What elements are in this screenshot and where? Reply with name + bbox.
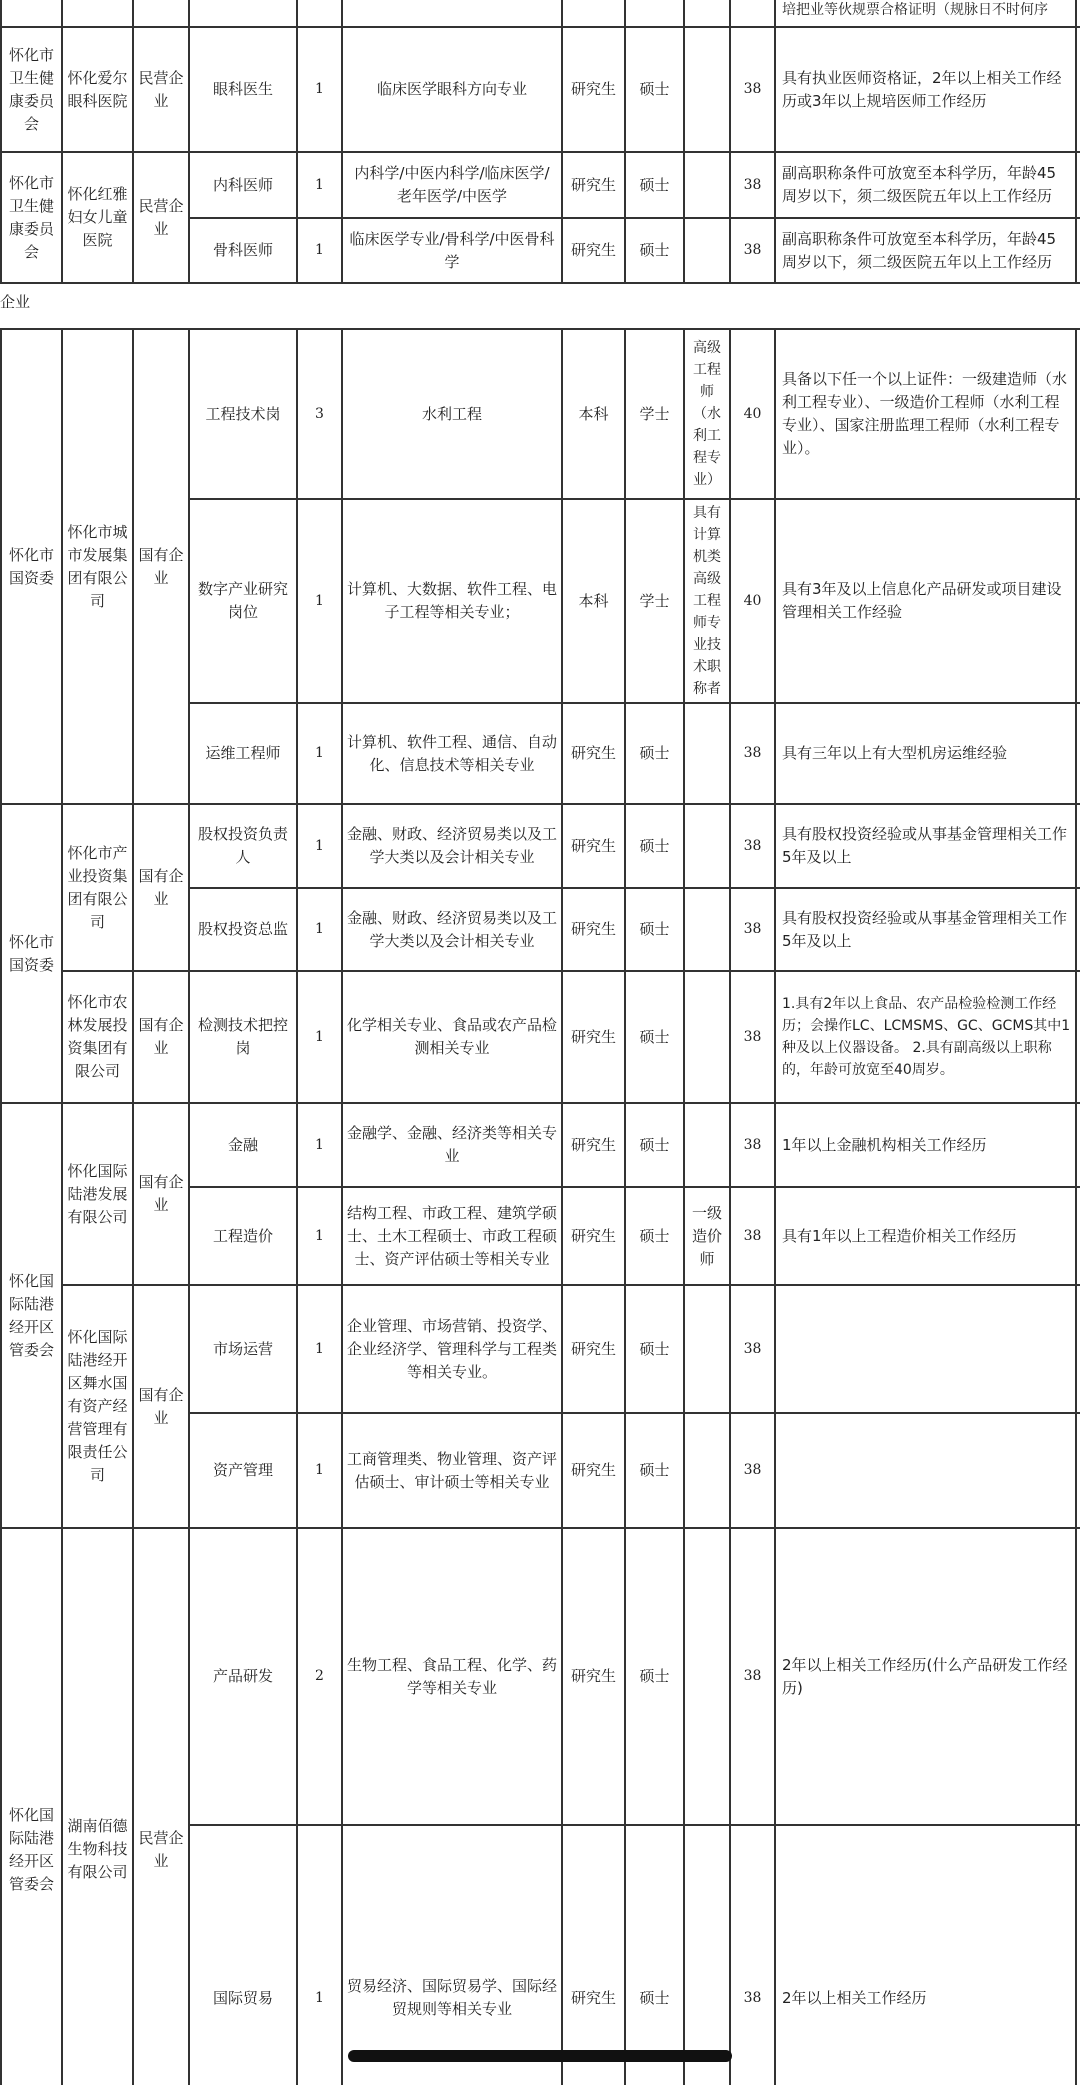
degree-cell: 硕士 (625, 1103, 684, 1187)
major-cell: 生物工程、食品工程、化学、药学等相关专业 (342, 1528, 562, 1825)
education-cell: 研究生 (562, 1825, 625, 2085)
age-cell: 38 (730, 703, 775, 804)
title-cell: 一级造价师 (684, 1187, 730, 1285)
major-cell: 金融、财政、经济贸易类以及工学大类以及会计相关专业 (342, 888, 562, 971)
position-cell: 资产管理 (189, 1413, 297, 1528)
degree-cell: 硕士 (625, 1825, 684, 2085)
age-cell: 38 (730, 1103, 775, 1187)
employer-cell: 怀化红雅妇女儿童医院 (62, 152, 133, 283)
degree-cell: 硕士 (625, 152, 684, 218)
major-cell: 化学相关专业、食品或农产品检测相关专业 (342, 971, 562, 1103)
education-cell: 研究生 (562, 703, 625, 804)
requirement-cell: 具有股权投资经验或从事基金管理相关工作5年及以上 (775, 888, 1076, 971)
title-cell (684, 1103, 730, 1187)
major-cell: 计算机、大数据、软件工程、电子工程等相关专业； (342, 499, 562, 703)
department-cell: 怀化国际陆港经开区管委会 (1, 1103, 62, 1528)
degree-cell: 硕士 (625, 703, 684, 804)
ownership-cell: 民营企业 (133, 1528, 189, 2085)
education-cell: 研究生 (562, 152, 625, 218)
table-row (1, 971, 1080, 1103)
degree-cell: 硕士 (625, 804, 684, 888)
headcount-cell: 1 (297, 1285, 342, 1413)
title-cell (684, 218, 730, 283)
employer-cell: 怀化市城市发展集团有限公司 (62, 329, 133, 804)
headcount-cell: 1 (297, 1187, 342, 1285)
headcount-cell: 3 (297, 329, 342, 499)
age-cell: 38 (730, 1285, 775, 1413)
age-cell: 38 (730, 804, 775, 888)
department-cell: 怀化市卫生健康委员会 (1, 152, 62, 283)
title-cell (684, 1285, 730, 1413)
age-cell: 38 (730, 1528, 775, 1825)
headcount-cell: 2 (297, 1528, 342, 1825)
ownership-cell: 国有企业 (133, 1285, 189, 1528)
position-cell: 股权投资总监 (189, 888, 297, 971)
major-cell: 计算机、软件工程、通信、自动化、信息技术等相关专业 (342, 703, 562, 804)
ownership-cell: 国有企业 (133, 1103, 189, 1285)
position-cell: 检测技术把控岗 (189, 971, 297, 1103)
title-cell: 具有计算机类高级工程师专业技术职称者 (684, 499, 730, 703)
table-row (1, 152, 1080, 218)
major-cell: 企业管理、市场营销、投资学、企业经济学、管理科学与工程类等相关专业。 (342, 1285, 562, 1413)
degree-cell: 硕士 (625, 1528, 684, 1825)
position-cell: 市场运营 (189, 1285, 297, 1413)
ownership-cell: 民营企业 (133, 152, 189, 283)
title-cell (684, 888, 730, 971)
education-cell: 研究生 (562, 1103, 625, 1187)
employer-cell: 怀化爱尔眼科医院 (62, 27, 133, 152)
requirement-cell: 具有股权投资经验或从事基金管理相关工作5年及以上 (775, 804, 1076, 888)
employer-cell: 怀化市产业投资集团有限公司 (62, 804, 133, 971)
title-cell (684, 804, 730, 888)
degree-cell: 硕士 (625, 1285, 684, 1413)
department-cell: 怀化市卫生健康委员会 (1, 27, 62, 152)
position-cell: 骨科医师 (189, 218, 297, 283)
ownership-cell: 国有企业 (133, 971, 189, 1103)
requirement-cell: 具有1年以上工程造价相关工作经历 (775, 1187, 1076, 1285)
age-cell: 40 (730, 329, 775, 499)
age-cell: 40 (730, 499, 775, 703)
degree-cell: 硕士 (625, 218, 684, 283)
age-cell: 38 (730, 971, 775, 1103)
education-cell: 研究生 (562, 218, 625, 283)
age-cell: 38 (730, 1187, 775, 1285)
table-row (1, 0, 1080, 27)
major-cell: 水利工程 (342, 329, 562, 499)
health-commission-table (0, 0, 1080, 284)
education-cell: 研究生 (562, 804, 625, 888)
requirement-cell: 1年以上金融机构相关工作经历 (775, 1103, 1076, 1187)
major-cell: 金融、财政、经济贸易类以及工学大类以及会计相关专业 (342, 804, 562, 888)
requirement-cell: 具有执业医师资格证，2年以上相关工作经历或3年以上规培医师工作经历 (775, 27, 1076, 152)
education-cell: 研究生 (562, 1285, 625, 1413)
table-row (1, 804, 1080, 888)
major-cell: 金融学、金融、经济类等相关专业 (342, 1103, 562, 1187)
age-cell: 38 (730, 218, 775, 283)
education-cell: 研究生 (562, 27, 625, 152)
age-cell: 38 (730, 1825, 775, 2085)
title-cell: 高级工程师（水利工程专业） (684, 329, 730, 499)
home-indicator[interactable] (348, 2050, 732, 2062)
position-cell: 股权投资负责人 (189, 804, 297, 888)
age-cell: 38 (730, 888, 775, 971)
major-cell: 内科学/中医内科学/临床医学/老年医学/中医学 (342, 152, 562, 218)
title-cell (684, 1413, 730, 1528)
degree-cell: 硕士 (625, 971, 684, 1103)
education-cell: 本科 (562, 329, 625, 499)
education-cell: 研究生 (562, 1187, 625, 1285)
position-cell: 金融 (189, 1103, 297, 1187)
ownership-cell: 国有企业 (133, 329, 189, 804)
education-cell: 研究生 (562, 888, 625, 971)
requirement-cell: 2年以上相关工作经历 (775, 1825, 1076, 2085)
age-cell: 38 (730, 27, 775, 152)
table-row (1, 1103, 1080, 1187)
title-cell (684, 971, 730, 1103)
education-cell: 研究生 (562, 1413, 625, 1528)
position-cell: 国际贸易 (189, 1825, 297, 2085)
headcount-cell: 1 (297, 1825, 342, 2085)
education-cell: 研究生 (562, 971, 625, 1103)
headcount-cell: 1 (297, 703, 342, 804)
degree-cell: 硕士 (625, 1187, 684, 1285)
department-cell: 怀化市国资委 (1, 329, 62, 804)
degree-cell: 硕士 (625, 27, 684, 152)
education-cell: 本科 (562, 499, 625, 703)
degree-cell: 硕士 (625, 888, 684, 971)
age-cell: 38 (730, 152, 775, 218)
requirement-cell: 副高职称条件可放宽至本科学历，年龄45周岁以下，须二级医院五年以上工作经历 (775, 152, 1076, 218)
requirement-cell: 具有3年及以上信息化产品研发或项目建设管理相关工作经验 (775, 499, 1076, 703)
requirement-cell: 培把业等伙规票合格证明（规脉日不时何序 (775, 0, 1076, 27)
employer-cell: 怀化国际陆港发展有限公司 (62, 1103, 133, 1285)
requirement-cell: 副高职称条件可放宽至本科学历，年龄45周岁以下，须二级医院五年以上工作经历 (775, 218, 1076, 283)
table-row (1, 1285, 1080, 1413)
department-cell: 怀化国际陆港经开区管委会 (1, 1528, 62, 2085)
major-cell: 贸易经济、国际贸易学、国际经贸规则等相关专业 (342, 1825, 562, 2085)
degree-cell: 学士 (625, 329, 684, 499)
position-cell: 眼科医生 (189, 27, 297, 152)
employer-cell: 怀化市农林发展投资集团有限公司 (62, 971, 133, 1103)
headcount-cell: 1 (297, 1413, 342, 1528)
title-cell (684, 1528, 730, 1825)
headcount-cell: 1 (297, 218, 342, 283)
position-cell: 工程技术岗 (189, 329, 297, 499)
degree-cell: 硕士 (625, 1413, 684, 1528)
ownership-cell: 国有企业 (133, 804, 189, 971)
headcount-cell: 1 (297, 152, 342, 218)
position-cell: 产品研发 (189, 1528, 297, 1825)
title-cell (684, 27, 730, 152)
position-cell: 运维工程师 (189, 703, 297, 804)
education-cell: 研究生 (562, 1528, 625, 1825)
employer-cell: 湖南佰德生物科技有限公司 (62, 1528, 133, 2085)
title-cell (684, 703, 730, 804)
major-cell: 临床医学眼科方向专业 (342, 27, 562, 152)
degree-cell: 学士 (625, 499, 684, 703)
table-row (1, 27, 1080, 152)
department-cell: 怀化市国资委 (1, 804, 62, 1103)
table-row (1, 1528, 1080, 1825)
position-cell: 内科医师 (189, 152, 297, 218)
requirement-cell: 1.具有2年以上食品、农产品检验检测工作经历；会操作LC、LCMSMS、GC、GCMS其中1种及以上仪器设备。 2.具有副高级以上职称的，年龄可放宽至40周岁。 (775, 971, 1076, 1103)
employer-cell: 怀化国际陆港经开区舞水国有资产经营管理有限责任公司 (62, 1285, 133, 1528)
requirement-cell: 具有三年以上有大型机房运维经验 (775, 703, 1076, 804)
position-cell: 数字产业研究岗位 (189, 499, 297, 703)
requirement-cell (775, 1285, 1076, 1413)
headcount-cell: 1 (297, 888, 342, 971)
title-cell (684, 1825, 730, 2085)
headcount-cell: 1 (297, 1103, 342, 1187)
section-heading: 企业 (0, 293, 31, 311)
headcount-cell: 1 (297, 499, 342, 703)
requirement-cell: 2年以上相关工作经历(什么产品研发工作经历) (775, 1528, 1076, 1825)
requirement-cell: 具备以下任一个以上证件：一级建造师（水利工程专业）、一级造价工程师（水利工程专业）、国家注册监理工程师（水利工程专业）。 (775, 329, 1076, 499)
headcount-cell: 1 (297, 971, 342, 1103)
table-row (1, 329, 1080, 499)
requirement-cell (775, 1413, 1076, 1528)
major-cell: 工商管理类、物业管理、资产评估硕士、审计硕士等相关专业 (342, 1413, 562, 1528)
enterprise-positions-table (0, 328, 1080, 2085)
ownership-cell: 民营企业 (133, 27, 189, 152)
major-cell: 临床医学专业/骨科学/中医骨科学 (342, 218, 562, 283)
major-cell: 结构工程、市政工程、建筑学硕士、土木工程硕士、市政工程硕士、资产评估硕士等相关专业 (342, 1187, 562, 1285)
headcount-cell: 1 (297, 27, 342, 152)
title-cell (684, 152, 730, 218)
headcount-cell: 1 (297, 804, 342, 888)
position-cell: 工程造价 (189, 1187, 297, 1285)
age-cell: 38 (730, 1413, 775, 1528)
